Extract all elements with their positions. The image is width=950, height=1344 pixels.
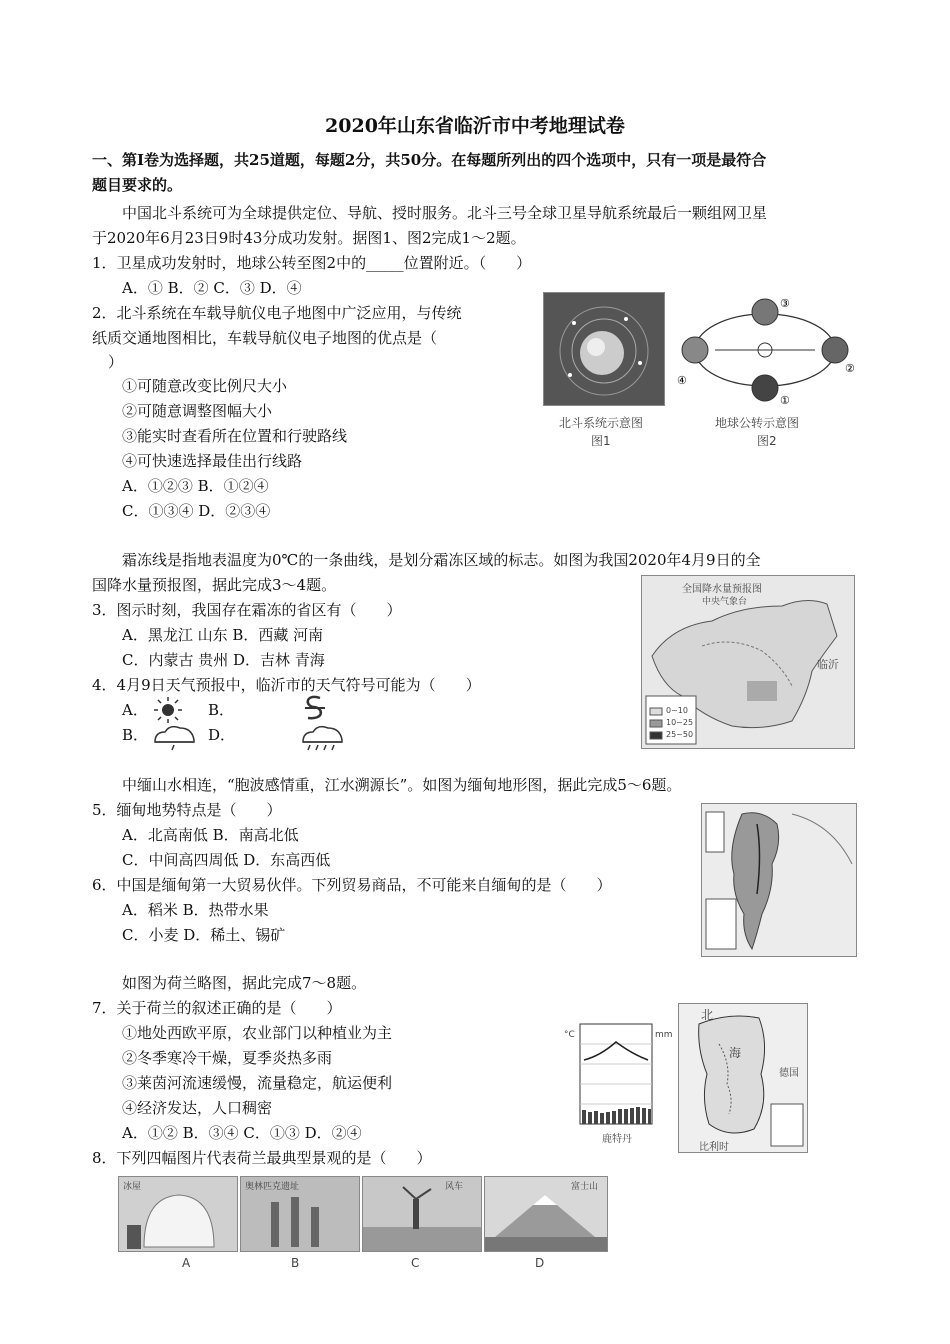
q5-options-cd: C．中间高四周低 D．东高西低: [122, 851, 331, 869]
intro4-line1: 如图为荷兰略图，据此完成7～8题。: [122, 974, 367, 992]
fig1-label: 图1: [591, 434, 611, 448]
belgium-label: 比利时: [699, 1142, 729, 1153]
precipitation-map: [641, 575, 855, 749]
q4-option-a: A．: [122, 701, 148, 719]
q3-options-cd: C．内蒙古 贵州 D．吉林 青海: [122, 651, 325, 669]
photo-a-letter: A: [182, 1256, 191, 1270]
q7-statement-4: ④经济发达，人口稠密: [122, 1099, 273, 1117]
q7-options: A．①② B．③④ C．①③ D．②④: [122, 1124, 362, 1142]
q2-statement-1: ①可随意改变比例尺大小: [122, 377, 288, 395]
q7-statement-1: ①地处西欧平原，农业部门以种植业为主: [122, 1024, 393, 1042]
section-heading-line2: 题目要求的。: [92, 176, 183, 194]
photo-b: [240, 1176, 360, 1252]
intro2-line2: 国降水量预报图，据此完成3～4题。: [92, 576, 337, 594]
q4-option-c: B．: [122, 726, 149, 744]
q4-option-d: D．: [208, 726, 236, 744]
q2-statement-2: ②可随意调整图幅大小: [122, 402, 273, 420]
q7-statement-3: ③莱茵河流速缓慢，流量稳定，航运便利: [122, 1074, 393, 1092]
q7-statement-2: ②冬季寒冷干燥，夏季炎热多雨: [122, 1049, 333, 1067]
light-rain-icon: [150, 722, 200, 752]
north-sea-label: 北: [701, 1008, 714, 1022]
photo-b-letter: B: [291, 1256, 300, 1270]
intro2-line1: 霜冻线是指地表温度为0℃的一条曲线，是划分霜冻区域的标志。如图为我国2020年4月9日的全: [122, 551, 761, 569]
q2-stem-line1: 2．北斗系统在车载导航仪电子地图中广泛应用，与传统: [92, 304, 462, 322]
myanmar-map: [701, 803, 857, 957]
photo-d: [484, 1176, 608, 1252]
fig1-caption: 北斗系统示意图: [559, 416, 644, 430]
legend-1: 0~10: [666, 706, 688, 715]
photo-c: [362, 1176, 482, 1252]
q2-stem-line2: 纸质交通地图相比，车载导航仪电子地图的优点是（: [92, 329, 438, 347]
sea-label: 海: [729, 1046, 742, 1060]
q3-stem: 3．图示时刻，我国存在霜冻的省区有（ ）: [92, 601, 402, 619]
intro1-line1: 中国北斗系统可为全球提供定位、导航、授时服务。北斗三号全球卫星导航系统最后一颗组网卫星: [122, 204, 768, 222]
q1-stem: 1．卫星成功发射时，地球公转至图2中的_____位置附近。（ ）: [92, 254, 532, 272]
q7-stem: 7．关于荷兰的叙述正确的是（ ）: [92, 999, 342, 1017]
q2-statement-4: ④可快速选择最佳出行线路: [122, 452, 303, 470]
photo-a: [118, 1176, 238, 1252]
q2-statement-3: ③能实时查看所在位置和行驶路线: [122, 427, 348, 445]
map-city-label: 临沂: [817, 658, 839, 671]
sunny-icon: [150, 695, 186, 725]
q4-stem: 4．4月9日天气预报中，临沂市的天气符号可能为（ ）: [92, 676, 481, 694]
sandstorm-icon: [302, 693, 328, 723]
climate-y2-unit: mm: [655, 1030, 673, 1040]
heavy-rain-icon: [298, 722, 348, 752]
q3-options-ab: A．黑龙江 山东 B．西藏 河南: [122, 626, 324, 644]
climate-chart: [560, 1018, 672, 1150]
orbit-diagram: [675, 292, 860, 412]
svg-text:②: ②: [845, 362, 855, 375]
fig2-label: 图2: [757, 434, 777, 448]
q6-stem: 6．中国是缅甸第一大贸易伙伴。下列贸易商品，不可能来自缅甸的是（ ）: [92, 876, 612, 894]
germany-label: 德国: [779, 1068, 799, 1079]
beidou-figure: [543, 292, 665, 406]
legend-3: 25~50: [666, 730, 694, 739]
q2-options-cd: C．①③④ D．②③④: [122, 502, 271, 520]
myanmar-terrain-image: [702, 804, 856, 956]
photo-b-label: 奥林匹克遗址: [245, 1182, 300, 1192]
svg-text:①: ①: [780, 394, 790, 407]
page-title: 2020年山东省临沂市中考地理试卷: [325, 115, 625, 137]
climate-city-label: 鹿特丹: [602, 1134, 632, 1145]
fig2-caption: 地球公转示意图: [715, 416, 800, 430]
section-heading-line1: 一、第Ⅰ卷为选择题，共25道题，每题2分，共50分。在每题所列出的四个选项中，只有一项是最符合: [92, 151, 767, 169]
q4-option-b: B．: [208, 701, 235, 719]
q8-stem: 8．下列四幅图片代表荷兰最典型景观的是（ ）: [92, 1149, 432, 1167]
photo-d-label: 富士山: [571, 1182, 599, 1192]
q5-stem: 5．缅甸地势特点是（ ）: [92, 801, 282, 819]
photo-c-label: 风车: [445, 1182, 464, 1192]
legend-2: 10~25: [666, 718, 694, 727]
netherlands-map: [678, 1003, 808, 1153]
q2-stem-line3: ）: [108, 353, 124, 371]
photo-d-letter: D: [535, 1256, 545, 1270]
photo-a-label: 冰屋: [123, 1182, 142, 1192]
intro1-line2: 于2020年6月23日9时43分成功发射。据图1、图2完成1～2题。: [92, 229, 526, 247]
climate-y-unit: °C: [564, 1030, 575, 1040]
orbit-figure: [675, 292, 860, 412]
svg-text:④: ④: [677, 374, 687, 387]
map-title: 全国降水量预报图: [682, 584, 762, 595]
q5-options-ab: A．北高南低 B．南高北低: [122, 826, 299, 844]
svg-text:③: ③: [780, 297, 790, 310]
q1-options: A．① B．② C．③ D．④: [122, 279, 302, 297]
beidou-globe-image: [544, 293, 664, 405]
landscape-photo-strip: [118, 1176, 610, 1252]
intro3-line1: 中缅山水相连，“胞波感情重，江水溯源长”。如图为缅甸地形图，据此完成5～6题。: [122, 776, 682, 794]
q2-options-ab: A．①②③ B．①②④: [122, 477, 269, 495]
q6-options-cd: C．小麦 D．稀土、锡矿: [122, 926, 286, 944]
map-source: 中央气象台: [702, 597, 748, 607]
q6-options-ab: A．稻米 B．热带水果: [122, 901, 269, 919]
photo-c-letter: C: [411, 1256, 420, 1270]
